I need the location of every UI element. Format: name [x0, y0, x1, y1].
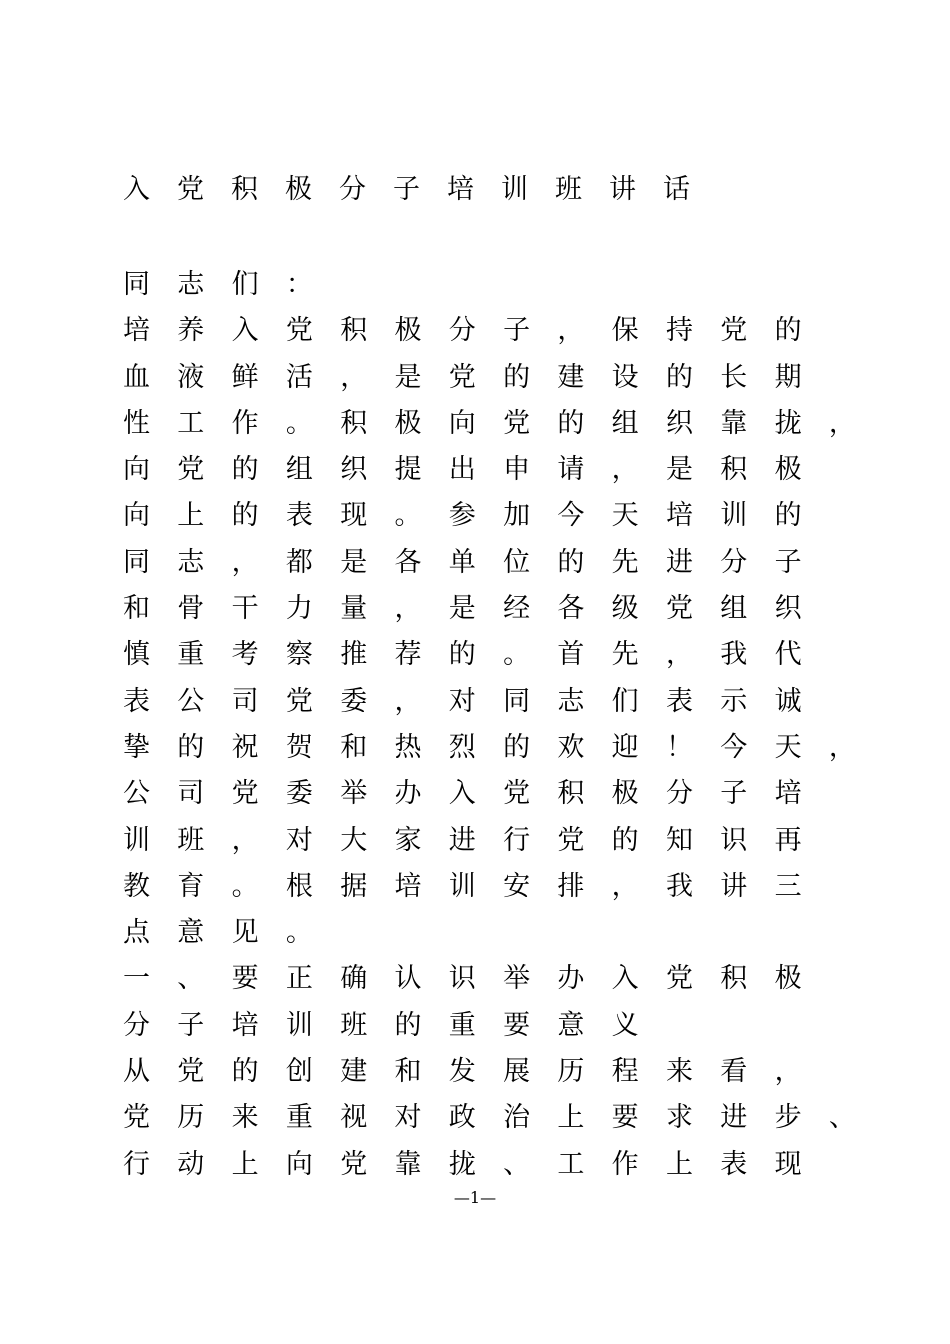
text-line: 同 志 ， 都 是 各 单 位 的 先 进 分 子 [123, 546, 802, 578]
text-line: 挚 的 祝 贺 和 热 烈 的 欢 迎 ！ 今 天 ， [123, 731, 856, 763]
text-line: 党 历 来 重 视 对 政 治 上 要 求 进 步 、 [123, 1102, 856, 1134]
text-line: 和 骨 干 力 量 ， 是 经 各 级 党 组 织 [123, 593, 802, 625]
page-number: —1— [453, 1188, 497, 1207]
text-line: 行 动 上 向 党 靠 拢 、 工 作 上 表 现 [123, 1148, 802, 1180]
text-line: 点 意 见 。 [123, 917, 313, 949]
section-heading: 一 、 要 正 确 认 识 举 办 入 党 积 极 [123, 963, 802, 995]
text-line: 慎 重 考 察 推 荐 的 。 首 先 ， 我 代 [123, 639, 802, 671]
text-line: 训 班 ， 对 大 家 进 行 党 的 知 识 再 [123, 824, 802, 856]
document-title: 入党积极分子培训班讲话 [123, 174, 717, 205]
text-line: 性 工 作 。 积 极 向 党 的 组 织 靠 拢 ， [123, 407, 856, 439]
text-line: 公 司 党 委 举 办 入 党 积 极 分 子 培 [123, 778, 802, 810]
section-heading: 分 子 培 训 班 的 重 要 意 义 [123, 1009, 639, 1041]
text-line: 同 志 们 ： [123, 269, 313, 300]
text-line: 培 养 入 党 积 极 分 子 ， 保 持 党 的 [123, 315, 802, 347]
text-line: 血 液 鲜 活 ， 是 党 的 建 设 的 长 期 [123, 361, 802, 393]
text-line: 教 育 。 根 据 培 训 安 排 ， 我 讲 三 [123, 870, 802, 902]
text-line: 从 党 的 创 建 和 发 展 历 程 来 看 ， [123, 1056, 802, 1088]
text-line: 向 上 的 表 现 。 参 加 今 天 培 训 的 [123, 500, 802, 532]
document-body [123, 262, 883, 1188]
text-line: 表 公 司 党 委 ， 对 同 志 们 表 示 诚 [123, 685, 802, 717]
text-line: 向 党 的 组 织 提 出 申 请 ， 是 积 极 [123, 454, 802, 486]
